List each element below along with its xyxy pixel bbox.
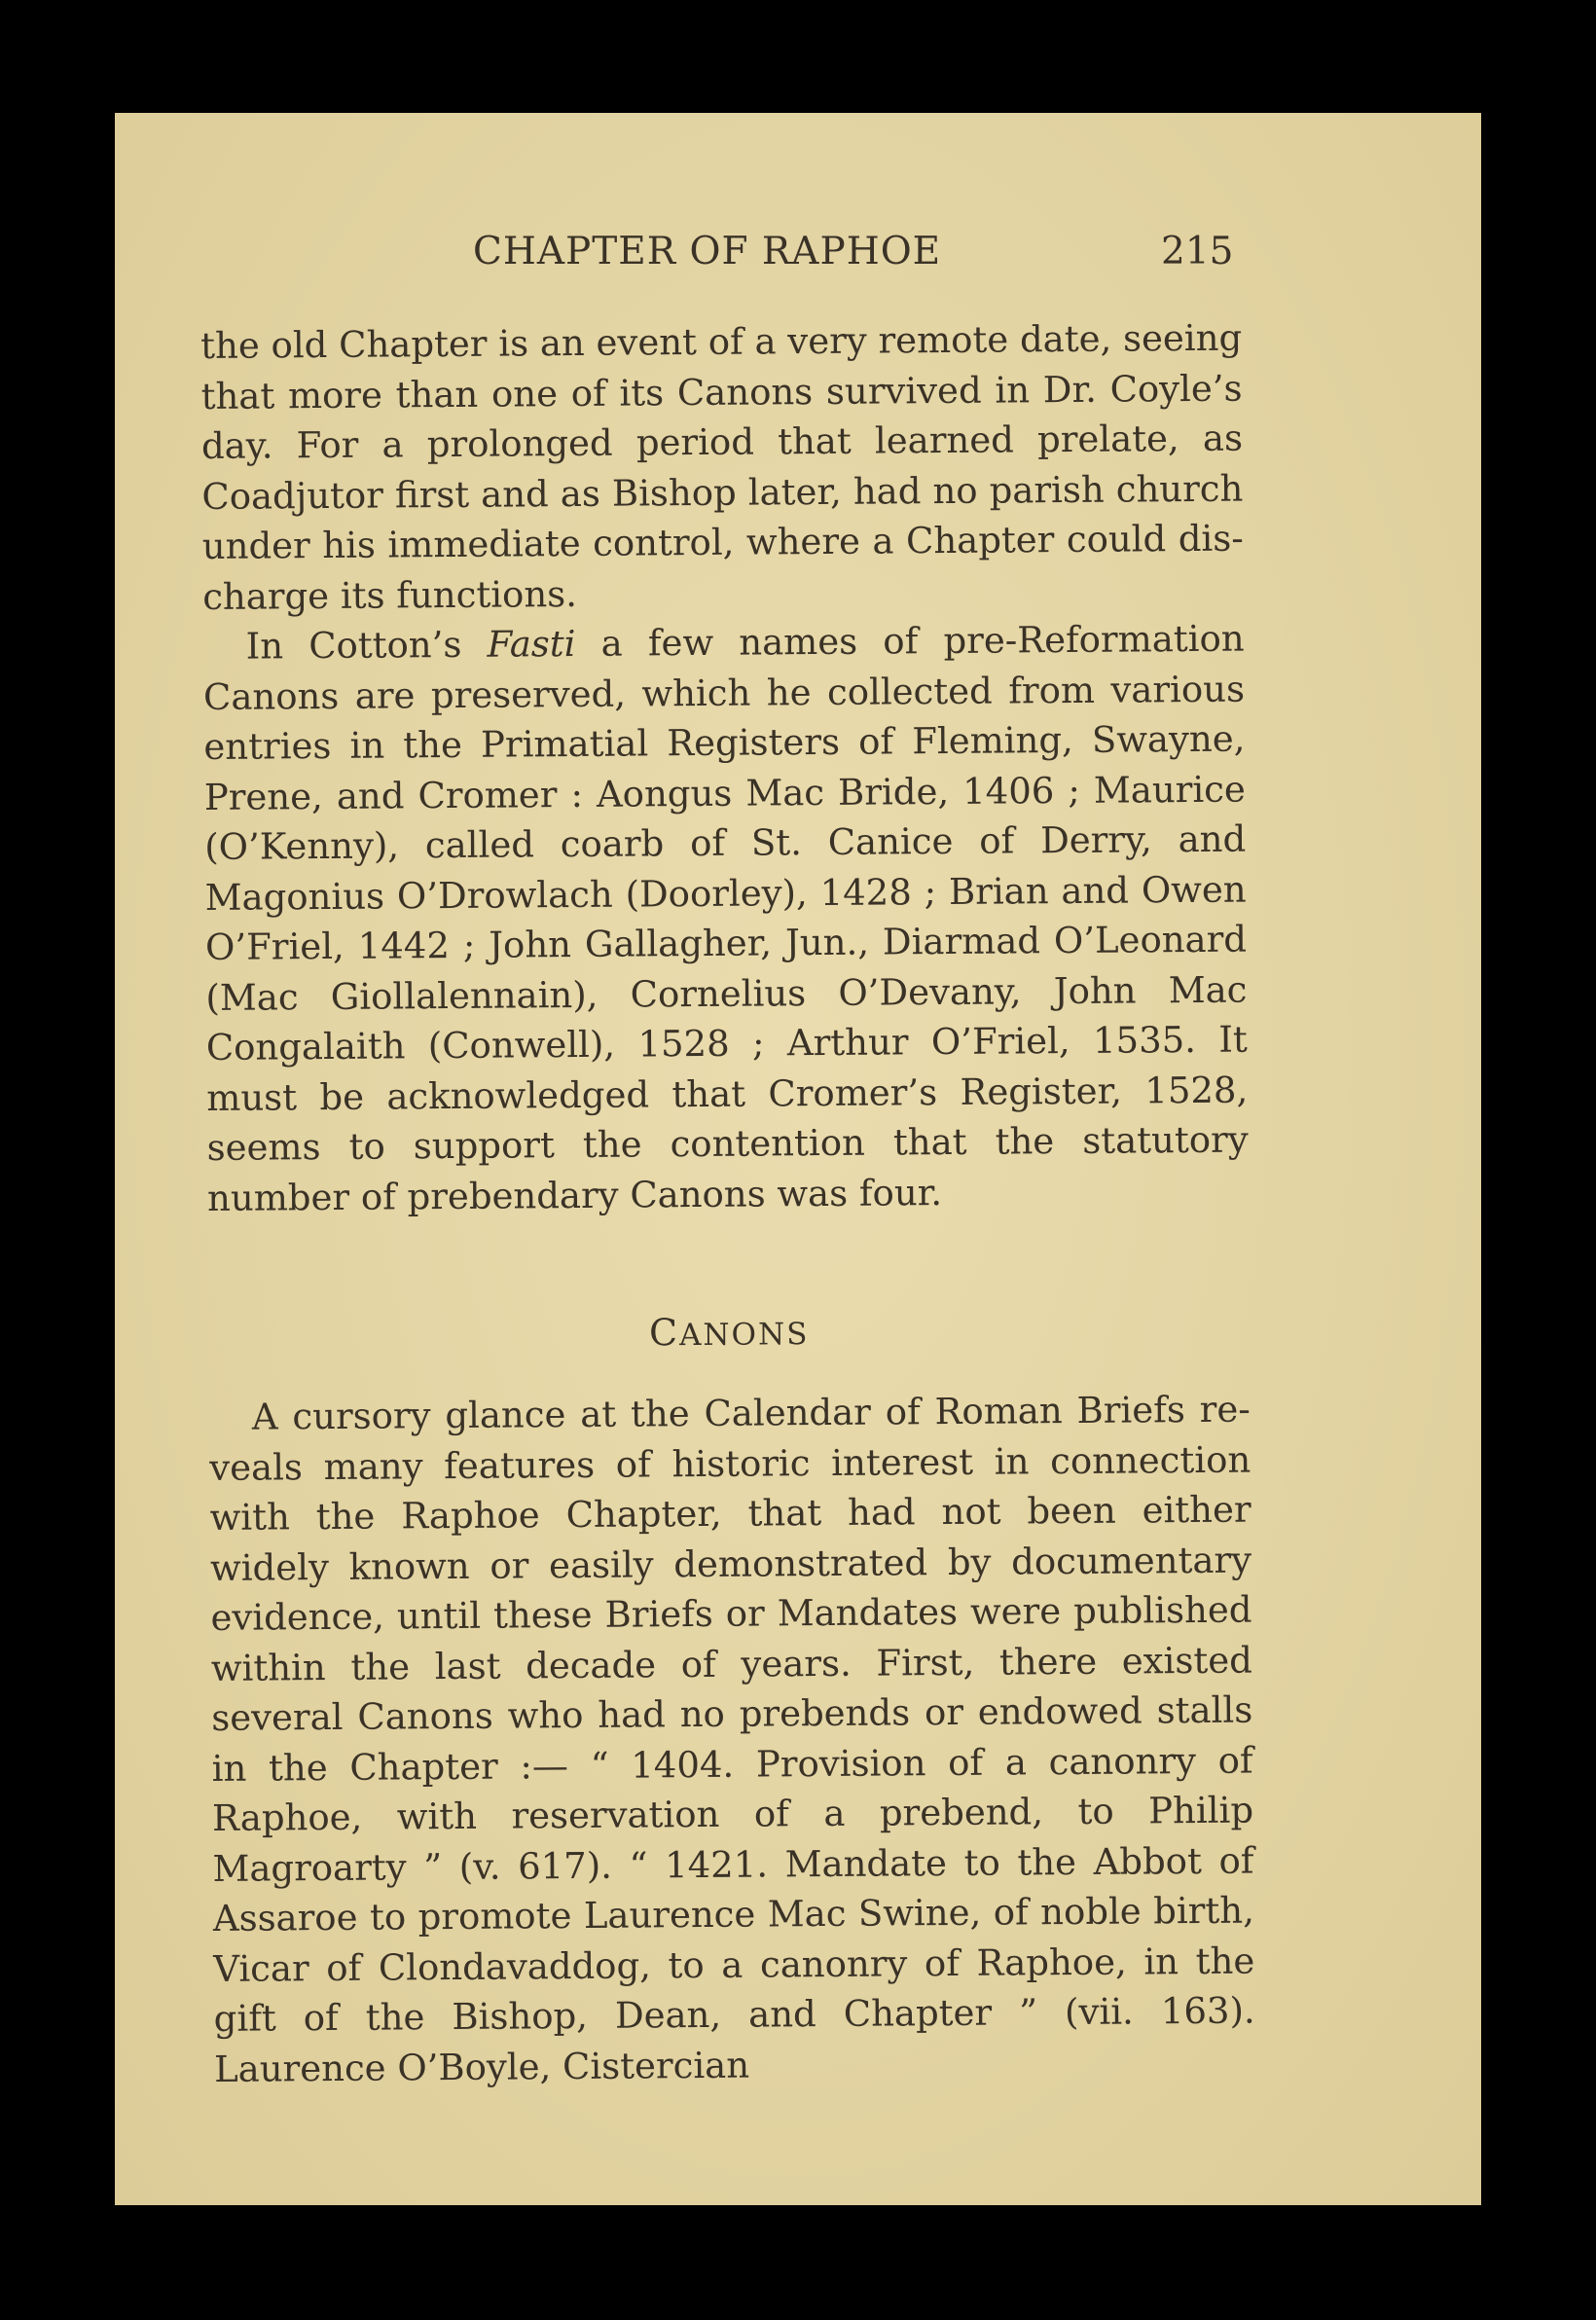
paragraph-text: In Cotton’s [245, 623, 488, 668]
page-number: 215 [1161, 230, 1234, 273]
page-header [115, 222, 1481, 280]
running-title: CHAPTER OF RAPHOE [473, 230, 942, 273]
body-text [200, 313, 1255, 2094]
section-heading-canons [208, 1307, 1250, 1358]
heading-rest: ANONS [678, 1317, 810, 1354]
book-page [115, 113, 1481, 2205]
italic-title-fasti: Fasti [487, 622, 576, 666]
paragraph-text: a few names of pre-Reformation Canons are preserved, which he collected from various entries in the Primatial Registers of Fleming, Swayne, Prene, and Cromer : Aongus Mac Bride, 1406 ; Maurice (O’Kenny), called coarb of St. Canice of Derry, and Magonius O’Drowlach (Doorley), 1428 ; Brian and Owen O’Friel, 1442 ; John Gallagher, Jun., Diarmad O’Leonard (Mac Giollalennain), Cornelius O’Devany, John Mac Congalaith (Conwell), 1528 ; Arthur O’Friel, 1535. It must be acknowledged that Cromer’s Register, 1528, seems to support the contention that the statutory number of prebendary Canons was four. [202, 617, 1249, 1219]
heading-initial: C [648, 1311, 680, 1355]
paragraph-continuation: the old Chapter is an event of a very remote date, seeing that more than one of its Canons survived in Dr. Coyle’s day. For a prolonged period that learned prelate, as Coadjutor first and as Bishop later, had no parish church under his immediate control, where a Chapter could discharge its functions. [200, 316, 1244, 618]
paragraph-roman-briefs: A cursory glance at the Calendar of Roman Briefs reveals many features of historic interest in connection with the Raphoe Chapter, that had not been either widely known or easily demonstrated by documentary evidence, until these Briefs or Mandates were published within the last decade of years. First, there existed several Canons who had no prebends or endowed stalls in the Chapter :— “ 1404. Provision of a canonry of Raphoe, with reservation of a prebend, to Philip Magroarty ” (v. 617). “ 1421. Mandate to the Abbot of Assaroe to promote Laurence Mac Swine, of noble birth, Vicar of Clondavaddog, to a canonry of Raphoe, in the gift of the Bishop, Dean, and Chapter ” (vii. 163). Laurence O’Boyle, Cistercian [209, 1388, 1255, 2090]
paragraph-cotton-fasti [202, 614, 1249, 1223]
